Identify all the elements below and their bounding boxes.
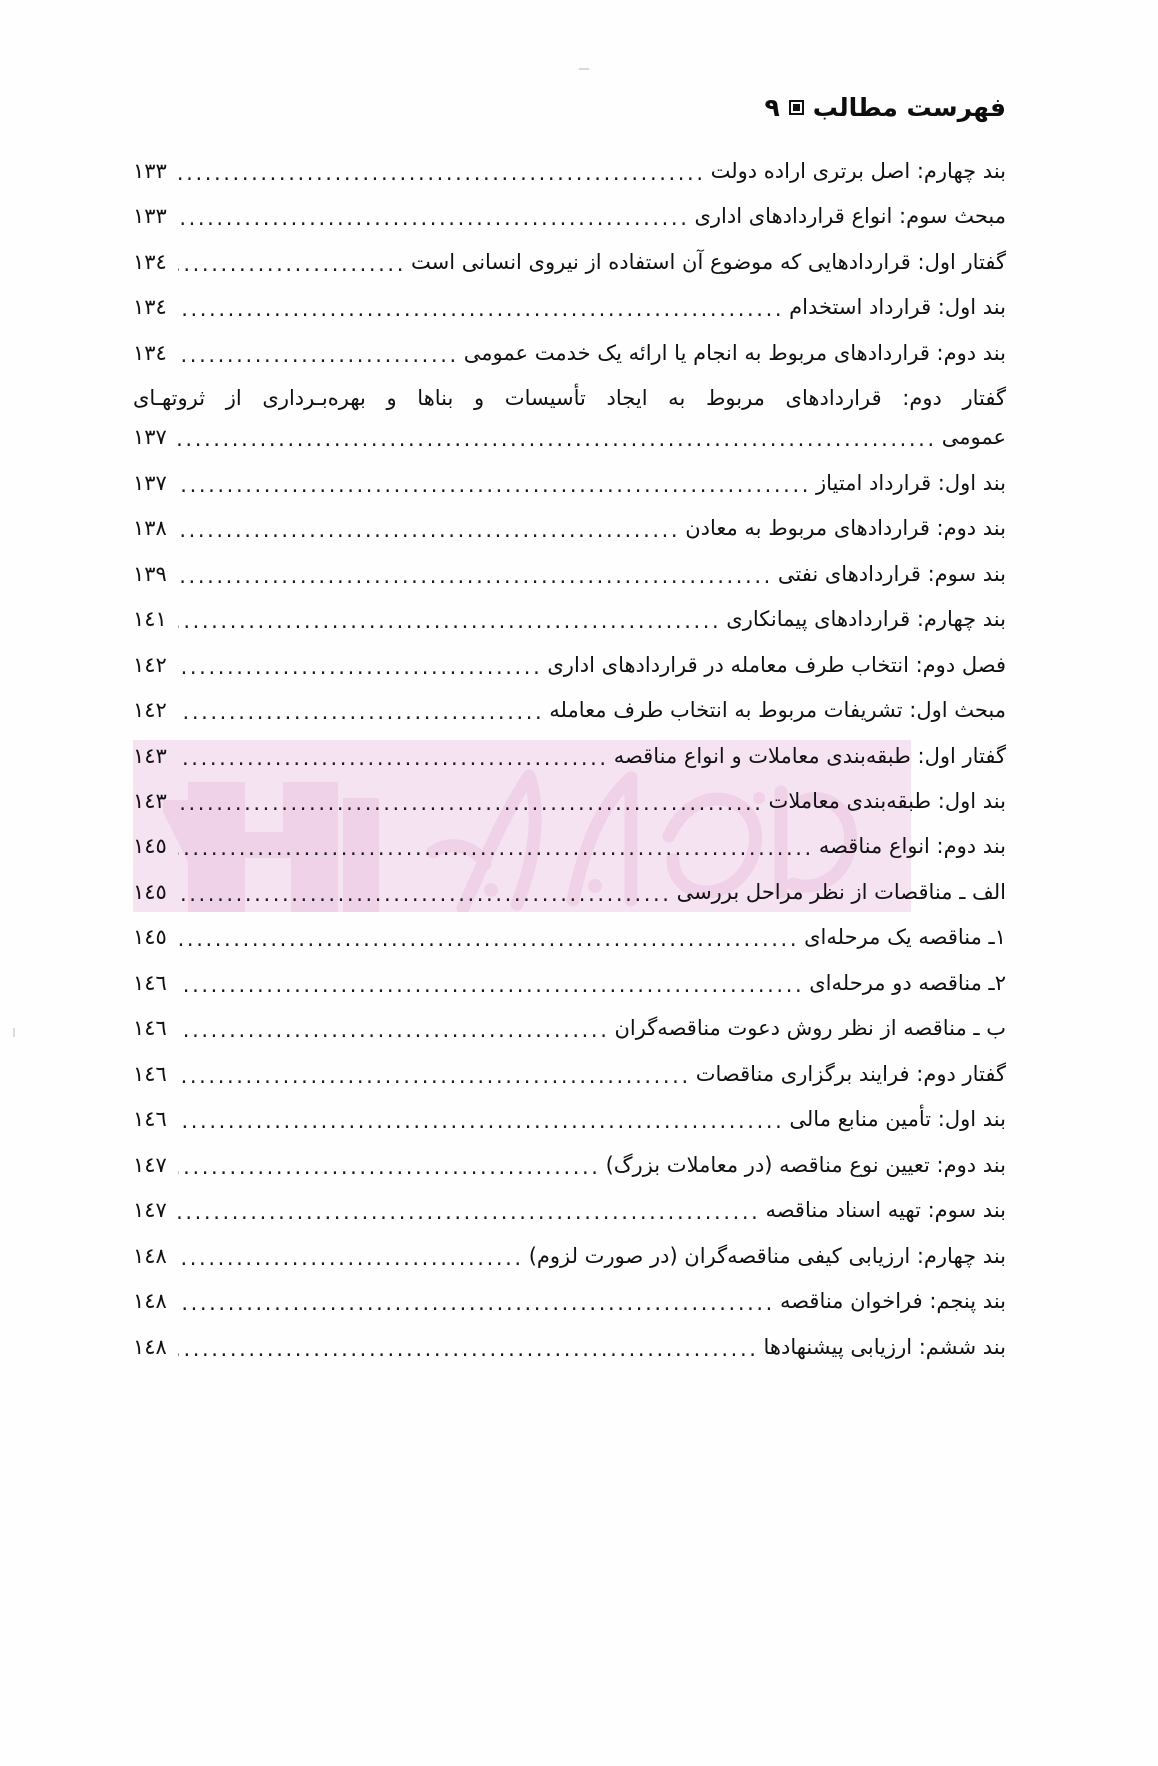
toc-entry-title: بند دوم: قراردادهای مربوط به انجام یا ارائه یک خدمت عمومی — [463, 340, 1006, 365]
toc-entry-page-number[interactable]: ۱٤٦ — [133, 1061, 167, 1086]
toc-leader-dots — [178, 255, 406, 276]
toc-entry-title: گفتار اول: قراردادهایی که موضوع آن استفاده از نیروی انسانی است — [410, 249, 1006, 274]
running-head — [764, 95, 1006, 120]
toc-entry[interactable] — [133, 1288, 1006, 1315]
toc-entry[interactable] — [133, 879, 1006, 906]
toc-entry-page-number[interactable]: ۱۳٤ — [133, 340, 167, 365]
toc-entry-page-number[interactable]: ۱٤۸ — [133, 1243, 167, 1268]
toc-entry[interactable] — [133, 561, 1006, 588]
toc-entry[interactable] — [133, 470, 1006, 497]
toc-entry-title: بند سوم: تهیه اسناد مناقصه — [765, 1198, 1006, 1223]
toc-entry-title: بند اول: طبقه‌بندی معاملات — [768, 788, 1006, 813]
toc-entry-page-number[interactable]: ۱٤۲ — [133, 698, 167, 723]
toc-entry[interactable] — [133, 1197, 1006, 1224]
toc-entry-title: فصل دوم: انتخاب طرف معامله در قراردادهای اداری — [547, 652, 1006, 677]
toc-entry-page-number[interactable]: ۱٤۷ — [133, 1152, 167, 1177]
toc-entry[interactable] — [133, 249, 1006, 276]
scan-artifact-top — [579, 68, 589, 70]
toc-entry-title: ۲ـ مناقصه دو مرحله‌ای — [809, 970, 1006, 995]
toc-entry-title: ب ـ مناقصه از نظر روش دعوت مناقصه‌گران — [614, 1016, 1006, 1041]
toc-leader-dots — [178, 748, 609, 769]
toc-entry-title: الف ـ مناقصات از نظر مراحل بررسی — [676, 879, 1006, 904]
toc-entry-page-number[interactable]: ۱٤۸ — [133, 1334, 167, 1359]
toc-leader-dots — [178, 164, 706, 185]
toc-leader-dots — [178, 657, 542, 678]
toc-entry-page-number[interactable]: ۱۳۳ — [133, 204, 167, 229]
toc-entry[interactable] — [133, 340, 1006, 367]
toc-entry[interactable] — [133, 385, 1006, 451]
toc-entry[interactable] — [133, 1061, 1006, 1088]
toc-entry-title: گفتار دوم: قراردادهای مربوط به ایجاد تأسیسات و بناها و بهره‌بـرداری از ثروتهـای — [133, 386, 1006, 411]
toc-entry-title: بند سوم: قراردادهای نفتی — [777, 561, 1006, 586]
toc-entry-page-number[interactable]: ۱٤۷ — [133, 1198, 167, 1223]
toc-leader-dots — [178, 703, 544, 724]
toc-entry-page-number[interactable]: ۱٤٥ — [133, 834, 167, 859]
toc-leader-dots — [178, 1249, 524, 1270]
toc-entry-page-number[interactable]: ۱٤٦ — [133, 970, 167, 995]
toc-entry-title: بند اول: تأمین منابع مالی — [789, 1107, 1006, 1132]
folio-page-number: ۹ — [764, 93, 780, 122]
toc-leader-dots — [178, 1112, 784, 1133]
toc-entry-title: بند چهارم: اصل برتری اراده دولت — [710, 159, 1006, 183]
toc-entry-page-number[interactable]: ۱۳٤ — [133, 249, 167, 274]
toc-entry-title: بند دوم: انواع مناقصه — [818, 834, 1006, 859]
toc-entry[interactable] — [133, 1334, 1006, 1361]
toc-entry-title: بند اول: قرارداد امتیاز — [816, 470, 1006, 495]
toc-entry-page-number[interactable]: ۱٤۳ — [133, 743, 167, 768]
toc-entry-page-number[interactable]: ۱٤۲ — [133, 652, 167, 677]
toc-leader-dots — [178, 794, 764, 815]
toc-entry-title: بند چهارم: قراردادهای پیمانکاری — [726, 607, 1006, 632]
toc-entry-page-number[interactable]: ۱٤٥ — [133, 879, 167, 904]
toc-leader-dots — [178, 1203, 760, 1224]
toc-entry[interactable] — [133, 158, 1006, 185]
toc-entry[interactable] — [133, 606, 1006, 633]
page-title: فهرست مطالب — [812, 93, 1006, 122]
toc-entry-title: بند پنجم: فراخوان مناقصه — [779, 1289, 1006, 1314]
toc-entry-title: بند ششم: ارزیابی پیشنهادها — [763, 1334, 1006, 1359]
toc-entry[interactable] — [133, 1152, 1006, 1179]
toc-entry-page-number[interactable]: ۱٤٦ — [133, 1107, 167, 1132]
toc-leader-dots — [178, 930, 799, 951]
toc-leader-dots — [178, 1067, 691, 1088]
toc-leader-dots — [178, 346, 459, 367]
toc-entry-page-number[interactable]: ۱٤٥ — [133, 925, 167, 950]
toc-entry[interactable] — [133, 697, 1006, 724]
toc-entry[interactable] — [133, 515, 1006, 542]
toc-entry-title: بند چهارم: ارزیابی کیفی مناقصه‌گران (در صورت لزوم) — [528, 1243, 1006, 1268]
toc-entry-title: گفتار اول: طبقه‌بندی معاملات و انواع مناقصه — [613, 743, 1006, 768]
toc-entry-page-number[interactable]: ۱٤٦ — [133, 1016, 167, 1041]
toc-entry-title: مبحث سوم: انواع قراردادهای اداری — [694, 204, 1006, 229]
toc-entry-title: گفتار دوم: فرایند برگزاری مناقصات — [695, 1061, 1006, 1086]
toc-entry-page-number[interactable]: ۱۳۹ — [133, 561, 167, 586]
toc-entry[interactable] — [133, 203, 1006, 230]
toc-list — [133, 158, 1006, 1379]
toc-entry-page-number[interactable]: ۱٤۱ — [133, 607, 167, 632]
toc-leader-dots — [178, 1339, 759, 1360]
toc-leader-dots — [178, 476, 811, 497]
toc-entry-page-number[interactable]: ۱۳۷ — [133, 470, 167, 495]
toc-entry[interactable] — [133, 294, 1006, 321]
toc-entry-page-number[interactable]: ۱۳۸ — [133, 516, 167, 541]
toc-entry[interactable] — [133, 788, 1006, 815]
toc-entry-page-number[interactable]: ۱٤۳ — [133, 788, 167, 813]
toc-leader-dots — [178, 1158, 601, 1179]
toc-leader-dots — [178, 885, 672, 906]
toc-entry[interactable] — [133, 652, 1006, 679]
toc-entry-title: ۱ـ مناقصه یک مرحله‌ای — [804, 925, 1006, 950]
toc-entry[interactable] — [133, 924, 1006, 951]
toc-entry-title: بند دوم: تعیین نوع مناقصه (در معاملات بزرگ) — [605, 1152, 1006, 1177]
toc-entry-title: بند اول: قرارداد استخدام — [789, 295, 1006, 320]
toc-leader-dots — [178, 839, 814, 860]
toc-entry-page-number[interactable]: ۱۳۷ — [133, 425, 167, 450]
toc-leader-dots — [178, 1021, 609, 1042]
toc-leader-dots — [178, 612, 721, 633]
toc-entry-title: بند دوم: قراردادهای مربوط به معادن — [685, 516, 1006, 541]
toc-entry[interactable] — [133, 1015, 1006, 1042]
toc-entry[interactable] — [133, 1106, 1006, 1133]
toc-leader-dots — [178, 209, 689, 230]
toc-leader-dots — [178, 521, 680, 542]
toc-leader-dots — [178, 567, 773, 588]
toc-entry-page-number[interactable]: ۱۳٤ — [133, 295, 167, 320]
scan-artifact-left — [13, 1028, 15, 1037]
toc-entry-title: مبحث اول: تشریفات مربوط به انتخاب طرف معامله — [549, 698, 1006, 723]
toc-entry[interactable] — [133, 743, 1006, 770]
filled-square-icon — [789, 100, 804, 115]
toc-entry-continuation — [133, 424, 1006, 451]
toc-entry[interactable] — [133, 970, 1006, 997]
toc-leader-dots — [178, 976, 804, 997]
toc-leader-dots — [178, 430, 937, 451]
toc-entry-page-number[interactable]: ۱۳۳ — [133, 159, 167, 183]
toc-entry[interactable] — [133, 1243, 1006, 1270]
toc-entry-title-line2: عمومی — [941, 425, 1006, 450]
toc-entry-page-number[interactable]: ۱٤۸ — [133, 1289, 167, 1314]
toc-leader-dots — [178, 300, 784, 321]
toc-leader-dots — [178, 1294, 775, 1315]
toc-entry[interactable] — [133, 833, 1006, 860]
